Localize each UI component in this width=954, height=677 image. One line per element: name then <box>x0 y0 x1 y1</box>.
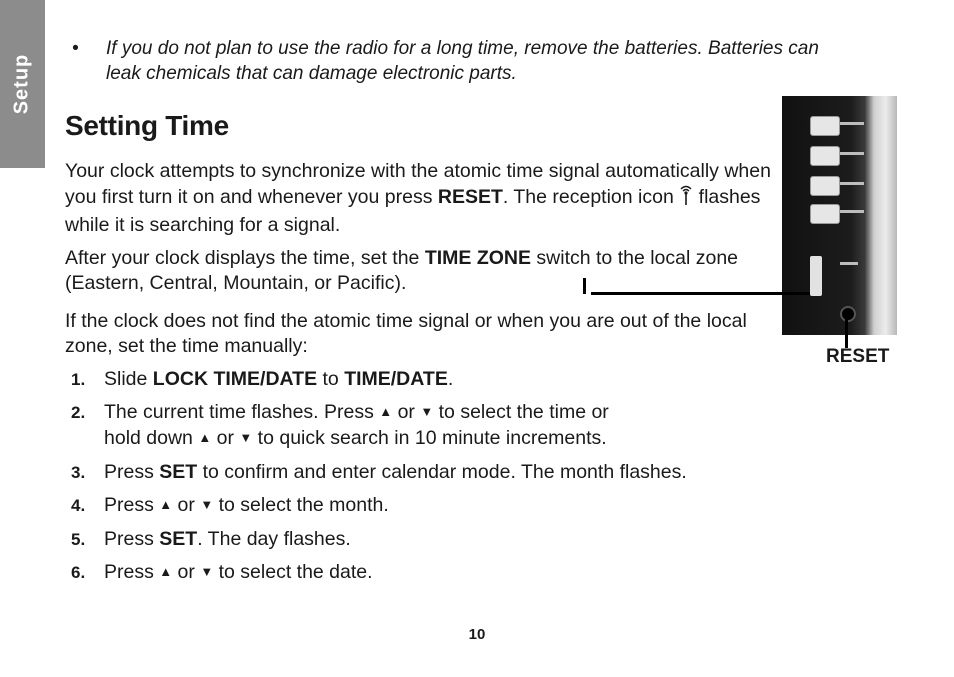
step-text: to select the date. <box>213 561 373 583</box>
up-arrow-icon: ▲ <box>159 564 173 579</box>
step-text: . The day flashes. <box>197 528 351 550</box>
photo-switch-label <box>840 210 864 213</box>
step-text: Press <box>104 561 160 583</box>
p1-text-a: Your clock attempts to synchronize with the atomic time signal automatically when you first turn it on and whenever you press <box>65 160 771 208</box>
photo-switch <box>810 176 840 196</box>
step-text: Press <box>104 461 160 483</box>
manual-paragraph: If the clock does not find the atomic time signal or when you are out of the local zone, set the time manually: <box>65 310 747 357</box>
callout-line <box>845 318 848 348</box>
step-number: 4. <box>71 496 86 515</box>
step-text: to quick search in 10 minute increments. <box>252 427 607 449</box>
p2-time-zone: TIME ZONE <box>424 247 531 269</box>
photo-reset-button <box>840 306 856 322</box>
step-text: or <box>211 427 240 449</box>
step-6 <box>65 560 825 586</box>
step-number: 6. <box>71 563 86 582</box>
up-arrow-icon: ▲ <box>159 497 173 512</box>
photo-switch-label <box>840 182 864 185</box>
down-arrow-icon: ▼ <box>200 564 214 579</box>
up-arrow-icon: ▲ <box>379 404 393 419</box>
side-tab-label: Setup <box>10 53 33 115</box>
step-keyword: SET <box>159 461 198 483</box>
step-4 <box>65 493 825 519</box>
p1-reset: RESET <box>437 186 503 208</box>
callout-line <box>591 292 810 295</box>
photo-switch <box>810 116 840 136</box>
reception-antenna-icon <box>679 184 693 213</box>
steps-list <box>65 367 825 594</box>
photo-switch <box>810 204 840 224</box>
sync-paragraph <box>65 159 785 238</box>
up-arrow-icon: ▲ <box>198 430 212 445</box>
step-keyword: SET <box>159 528 198 550</box>
step-text: hold down <box>104 427 199 449</box>
bullet-marker: • <box>72 38 79 59</box>
step-number: 5. <box>71 530 86 549</box>
reset-callout-label: RESET <box>826 346 890 367</box>
step-5 <box>65 527 825 552</box>
photo-switch-label <box>840 152 864 155</box>
step-text: Slide <box>104 368 153 390</box>
step-text: to <box>317 368 345 390</box>
step-2 <box>65 400 825 452</box>
step-text: or <box>172 494 201 516</box>
step-3 <box>65 460 825 485</box>
timezone-paragraph <box>65 246 785 296</box>
step-number: 3. <box>71 463 86 482</box>
down-arrow-icon: ▼ <box>200 497 214 512</box>
step-number: 2. <box>71 403 86 422</box>
battery-note-text: If you do not plan to use the radio for a long time, remove the batteries. Batteries can leak chemicals that can damage electronic parts. <box>106 38 819 84</box>
p1-text-c: . The reception icon <box>502 186 680 208</box>
step-text: Press <box>104 528 160 550</box>
step-text: Press <box>104 494 160 516</box>
step-text: to select the time or <box>433 401 609 423</box>
page-number: 10 <box>468 626 486 643</box>
step-text: to select the month. <box>213 494 389 516</box>
step-text: . <box>447 368 454 390</box>
step-keyword: TIME/DATE <box>344 368 448 390</box>
p2-text-a: After your clock displays the time, set the <box>65 247 425 269</box>
photo-time-zone-switch <box>810 256 822 296</box>
step-1 <box>65 367 825 392</box>
clock-side-photo <box>782 96 897 335</box>
photo-switch <box>810 146 840 166</box>
step-text: or <box>172 561 201 583</box>
step-number: 1. <box>71 370 86 389</box>
step-text: The current time flashes. Press <box>104 401 380 423</box>
down-arrow-icon: ▼ <box>420 404 434 419</box>
step-text: or <box>392 401 421 423</box>
photo-switch-label <box>840 122 864 125</box>
p2-text-c: switch to the local zone (Eastern, Central, Mountain, or Pacific). <box>65 247 739 294</box>
step-keyword: LOCK TIME/DATE <box>152 368 318 390</box>
section-heading: Setting Time <box>65 110 229 141</box>
side-tab <box>0 0 45 168</box>
callout-line <box>583 278 586 294</box>
down-arrow-icon: ▼ <box>239 430 253 445</box>
p1-text-d: flashes while it is searching for a signal. <box>65 186 761 236</box>
step-text: to confirm and enter calendar mode. The month flashes. <box>197 461 687 483</box>
photo-switch-label <box>840 262 858 265</box>
